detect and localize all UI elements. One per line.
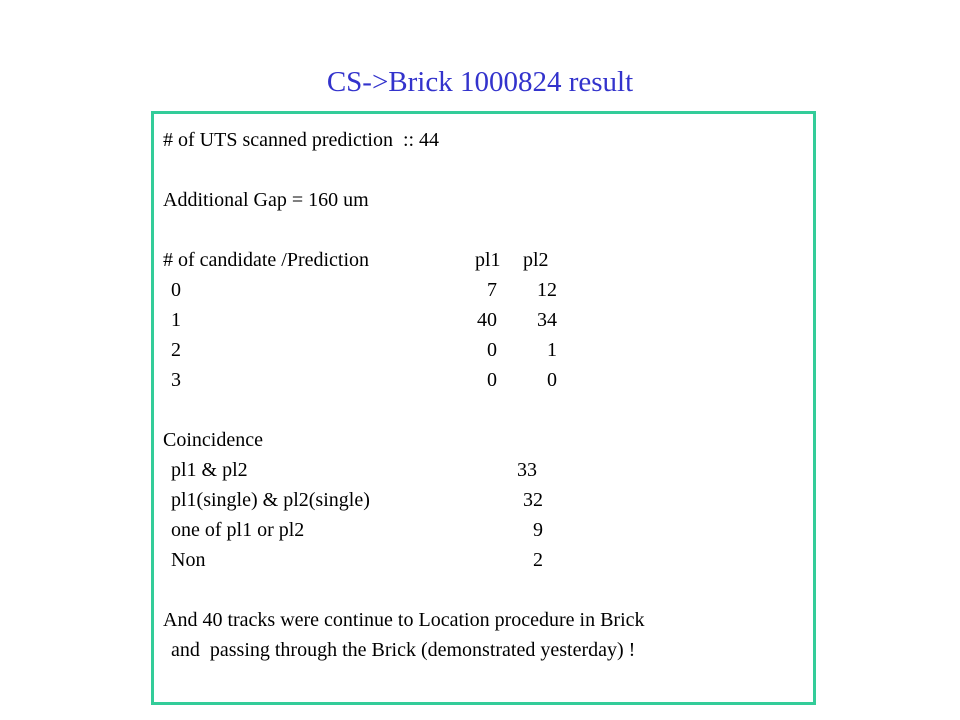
pl1-value: 0	[487, 369, 497, 391]
candidate-count: 2	[171, 339, 181, 361]
candidate-row	[163, 335, 645, 365]
uts-scanned-line: # of UTS scanned prediction :: 44	[163, 129, 440, 151]
spacer	[163, 575, 645, 605]
conclusion-line-1: And 40 tracks were continue to Location procedure in Brick	[163, 609, 645, 631]
coincidence-row	[163, 515, 645, 545]
spacer	[163, 395, 645, 425]
pl1-value: 0	[487, 339, 497, 361]
pl1-column-header: pl1	[475, 249, 501, 271]
additional-gap-line: Additional Gap = 160 um	[163, 189, 369, 211]
coincidence-value: 33	[517, 459, 537, 481]
coincidence-heading: Coincidence	[163, 429, 263, 451]
pl2-value: 0	[547, 369, 557, 391]
pl2-value: 1	[547, 339, 557, 361]
candidate-count: 3	[171, 369, 181, 391]
candidate-count: 1	[171, 309, 181, 331]
coincidence-row	[163, 485, 645, 515]
pl2-value: 34	[537, 309, 557, 331]
conclusion-line-2: and passing through the Brick (demonstrated yesterday) !	[171, 639, 636, 661]
coincidence-label: one of pl1 or pl2	[171, 519, 305, 541]
results-box	[151, 111, 816, 705]
coincidence-value: 32	[523, 489, 543, 511]
candidate-count: 0	[171, 279, 181, 301]
coincidence-label: Non	[171, 549, 206, 571]
pl1-value: 7	[487, 279, 497, 301]
coincidence-label: pl1 & pl2	[171, 459, 248, 481]
coincidence-row	[163, 455, 645, 485]
coincidence-row	[163, 545, 645, 575]
coincidence-value: 9	[533, 519, 543, 541]
coincidence-label: pl1(single) & pl2(single)	[171, 489, 370, 511]
candidate-row	[163, 275, 645, 305]
candidate-table-header	[163, 245, 645, 275]
candidate-header-label: # of candidate /Prediction	[163, 249, 370, 271]
results-content	[163, 125, 645, 665]
candidate-row	[163, 365, 645, 395]
slide-title: CS->Brick 1000824 result	[326, 66, 634, 98]
spacer	[163, 215, 645, 245]
pl2-column-header: pl2	[523, 249, 549, 271]
pl1-value: 40	[477, 309, 497, 331]
coincidence-value: 2	[533, 549, 543, 571]
pl2-value: 12	[537, 279, 557, 301]
candidate-row	[163, 305, 645, 335]
spacer	[163, 155, 645, 185]
